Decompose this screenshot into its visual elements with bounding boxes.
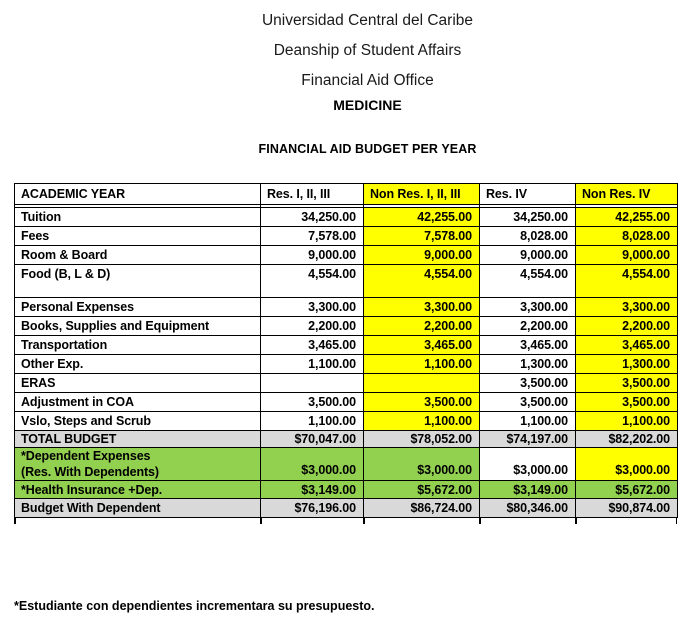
value-cell: $3,000.00	[576, 448, 678, 481]
column-header: Res. IV	[480, 184, 576, 205]
value-cell	[364, 374, 480, 393]
value-cell: 8,028.00	[576, 227, 678, 246]
table-row	[15, 246, 678, 265]
row-label: ERAS	[15, 374, 261, 393]
value-cell: $76,196.00	[261, 499, 364, 518]
budget-table-container	[14, 183, 678, 525]
row-label: Room & Board	[15, 246, 261, 265]
value-cell: 3,500.00	[480, 393, 576, 412]
value-cell: 42,255.00	[364, 208, 480, 227]
header-row	[15, 184, 678, 205]
value-cell: 4,554.00	[576, 265, 678, 298]
budget-table	[14, 183, 678, 518]
border-stub	[260, 518, 262, 524]
value-cell: 9,000.00	[480, 246, 576, 265]
table-row	[15, 412, 678, 431]
border-stub	[14, 518, 16, 524]
value-cell: 1,100.00	[261, 355, 364, 374]
value-cell: $86,724.00	[364, 499, 480, 518]
value-cell: 1,100.00	[364, 412, 480, 431]
row-label: Personal Expenses	[15, 298, 261, 317]
row-label: Food (B, L & D)	[15, 265, 261, 298]
row-label: *Health Insurance +Dep.	[15, 481, 261, 499]
value-cell: 3,465.00	[261, 336, 364, 355]
value-cell: 8,028.00	[480, 227, 576, 246]
value-cell: $3,000.00	[480, 448, 576, 481]
value-cell: 4,554.00	[261, 265, 364, 298]
row-label: Vslo, Steps and Scrub	[15, 412, 261, 431]
footnote: *Estudiante con dependientes incrementara su presupuesto.	[14, 599, 375, 613]
value-cell: $5,672.00	[364, 481, 480, 499]
value-cell: 4,554.00	[364, 265, 480, 298]
value-cell: 1,100.00	[576, 412, 678, 431]
value-cell: 3,300.00	[480, 298, 576, 317]
value-cell: $80,346.00	[480, 499, 576, 518]
program-title: MEDICINE	[333, 97, 402, 113]
value-cell: 2,200.00	[261, 317, 364, 336]
table-row	[15, 355, 678, 374]
value-cell: 9,000.00	[364, 246, 480, 265]
border-stub	[575, 518, 577, 524]
office-line: Financial Aid Office	[301, 72, 434, 89]
value-cell: $3,000.00	[261, 448, 364, 481]
row-label: TOTAL BUDGET	[15, 431, 261, 448]
value-cell: 2,200.00	[480, 317, 576, 336]
value-cell: 34,250.00	[480, 208, 576, 227]
value-cell: 1,300.00	[576, 355, 678, 374]
table-row	[15, 298, 678, 317]
value-cell: 3,500.00	[576, 393, 678, 412]
row-label: Books, Supplies and Equipment	[15, 317, 261, 336]
value-cell: $70,047.00	[261, 431, 364, 448]
value-cell: 3,500.00	[364, 393, 480, 412]
value-cell: 42,255.00	[576, 208, 678, 227]
value-cell: 3,500.00	[480, 374, 576, 393]
value-cell: 7,578.00	[364, 227, 480, 246]
document-subtitle: FINANCIAL AID BUDGET PER YEAR	[258, 142, 477, 156]
table-row	[15, 227, 678, 246]
table-row	[15, 265, 678, 298]
table-row	[15, 499, 678, 518]
table-row	[15, 317, 678, 336]
table-row	[15, 448, 678, 481]
value-cell: 1,300.00	[480, 355, 576, 374]
university-name: Universidad Central del Caribe	[261, 12, 474, 29]
value-cell: 3,300.00	[576, 298, 678, 317]
column-header: ACADEMIC YEAR	[15, 184, 261, 205]
document-header	[42, 6, 693, 156]
table-row	[15, 431, 678, 448]
border-stub	[363, 518, 365, 524]
value-cell: 9,000.00	[261, 246, 364, 265]
value-cell: 2,200.00	[576, 317, 678, 336]
border-stub	[479, 518, 481, 524]
value-cell: $3,149.00	[480, 481, 576, 499]
row-label: Adjustment in COA	[15, 393, 261, 412]
row-label: Tuition	[15, 208, 261, 227]
row-label: *Dependent Expenses (Res. With Dependents)	[15, 448, 261, 481]
value-cell: $90,874.00	[576, 499, 678, 518]
deanship-line: Deanship of Student Affairs	[273, 42, 462, 59]
column-header: Res. I, II, III	[261, 184, 364, 205]
value-cell: 34,250.00	[261, 208, 364, 227]
value-cell: $82,202.00	[576, 431, 678, 448]
value-cell: $5,672.00	[576, 481, 678, 499]
value-cell: 1,100.00	[261, 412, 364, 431]
table-row	[15, 374, 678, 393]
row-label: Budget With Dependent	[15, 499, 261, 518]
value-cell: 9,000.00	[576, 246, 678, 265]
value-cell: 7,578.00	[261, 227, 364, 246]
value-cell: 3,465.00	[576, 336, 678, 355]
value-cell: 3,500.00	[261, 393, 364, 412]
value-cell: 3,500.00	[576, 374, 678, 393]
value-cell: $3,149.00	[261, 481, 364, 499]
table-row	[15, 336, 678, 355]
value-cell: $78,052.00	[364, 431, 480, 448]
grid-stubs	[14, 518, 677, 525]
table-row	[15, 481, 678, 499]
value-cell: 2,200.00	[364, 317, 480, 336]
value-cell: 3,465.00	[364, 336, 480, 355]
value-cell: $74,197.00	[480, 431, 576, 448]
value-cell: 1,100.00	[364, 355, 480, 374]
value-cell: $3,000.00	[364, 448, 480, 481]
value-cell: 3,465.00	[480, 336, 576, 355]
border-stub	[676, 518, 678, 524]
row-label: Other Exp.	[15, 355, 261, 374]
value-cell: 1,100.00	[480, 412, 576, 431]
column-header: Non Res. I, II, III	[364, 184, 480, 205]
column-header: Non Res. IV	[576, 184, 678, 205]
table-row	[15, 393, 678, 412]
value-cell: 4,554.00	[480, 265, 576, 298]
table-row	[15, 208, 678, 227]
row-label: Transportation	[15, 336, 261, 355]
value-cell	[261, 374, 364, 393]
value-cell: 3,300.00	[364, 298, 480, 317]
row-label: Fees	[15, 227, 261, 246]
value-cell: 3,300.00	[261, 298, 364, 317]
